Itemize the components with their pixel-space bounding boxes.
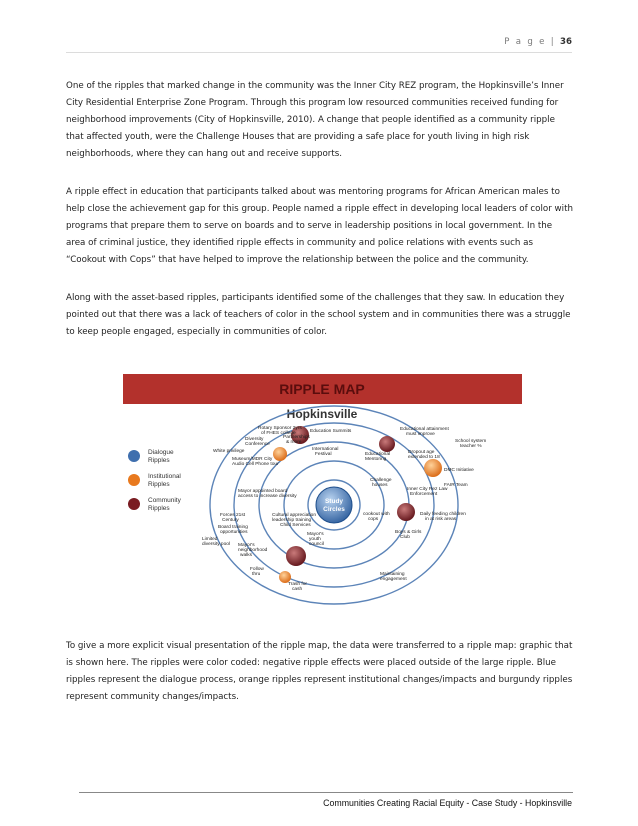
ripple-label: extended to 18 (408, 455, 440, 460)
institutional-ripple-node (273, 447, 287, 461)
legend-label: Ripples (148, 457, 170, 464)
legend-label: Ripples (148, 505, 170, 512)
ripple-label: Century (222, 518, 239, 523)
ripple-label: Dropout age (408, 450, 435, 455)
ripple-map-subtitle: Hopkinsville (286, 407, 358, 421)
ripple-label: Challenge (370, 478, 392, 483)
ripple-label: Enforcement (410, 492, 438, 497)
ripple-label: thru (252, 572, 261, 577)
ripple-label: Board training (218, 525, 248, 530)
page-number-value: 36 (560, 37, 572, 47)
ripple-label: houses (372, 483, 388, 488)
ripple-label: cookout with (363, 512, 390, 517)
ripple-label: Educational (365, 452, 391, 457)
ripple-label: youth (309, 537, 321, 542)
ripple-label: Trash for (288, 582, 308, 587)
center-label: Study (324, 498, 344, 505)
ripple-label: neighborhood (238, 548, 268, 553)
community-ripple-node (286, 546, 306, 566)
ripple-label: Cultural appreciation (272, 513, 316, 518)
ripple-label: Educational attainment (400, 427, 449, 432)
ripple-label: leadership training (272, 518, 312, 523)
ripple-label: must improve (406, 432, 435, 437)
ripple-label: of FHES college (261, 431, 296, 436)
page-number: P a g e | 36 (504, 37, 572, 47)
ripple-label: Education Summits (310, 429, 352, 434)
ripple-label: White privilege (213, 449, 245, 454)
center-label: Circles (323, 506, 345, 513)
ripple-label: Limited (202, 537, 218, 542)
ripple-label: Audio Cell Phone tour (232, 462, 279, 467)
legend-label: Institutional (148, 473, 181, 480)
ripple-label: Daily feeding children (420, 512, 466, 517)
ripple-label: Follow (250, 567, 264, 572)
ripple-label: council (309, 542, 324, 547)
ripple-label: & more (286, 440, 302, 445)
header-divider (66, 52, 572, 53)
ripple-label: Boys & Girls (395, 530, 422, 535)
paragraph-rez-program: One of the ripples that marked change in the community was the Inner City REZ program, the Hopkinsville’s Inner City Residential Enterprise Zone Program. Through this program low resourced communities received funding for neighborhood improvements (City of Hopkinsville, 2010). A change that people identified as a community ripple that affected youth, were the Challenge Houses that are providing a safe place for youth living in high risk neighborhoods, where they can hang out and receive supports. (66, 81, 564, 159)
ripple-label: diversity pool (202, 542, 230, 547)
ripple-label: Museum/MDR City (232, 457, 273, 462)
ripple-map-title: RIPPLE MAP (279, 381, 365, 397)
ripple-label: cops (368, 517, 379, 522)
ripple-label: Club (400, 535, 410, 540)
ripple-label: Festival (315, 452, 332, 457)
ripple-map-figure (120, 370, 525, 605)
community-ripple-node (379, 436, 395, 452)
ripple-label: Conference (245, 442, 270, 447)
ripple-label: Maintaining (380, 572, 405, 577)
ripple-label: Mayor's (238, 543, 255, 548)
ripple-label: engagement (380, 577, 407, 582)
legend-swatch-community (128, 498, 140, 510)
footer-divider (79, 792, 573, 793)
ripple-label: International (312, 447, 339, 452)
ripple-label: Rotary Sponsor 2yrs (258, 426, 302, 431)
ripple-label: Mayor appointed board (238, 489, 288, 494)
ripple-label: Inner City Rez Law (407, 487, 448, 492)
ripple-label: School system (455, 439, 487, 444)
ripple-map-legend (128, 449, 182, 512)
ripple-label: Mayor's (307, 532, 324, 537)
ripple-label: walks (240, 553, 252, 558)
legend-swatch-dialogue (128, 450, 140, 462)
community-ripple-node (397, 503, 415, 521)
ripple-label: Forces 21st (220, 513, 246, 518)
ripple-label: access to increase diversity (238, 494, 297, 499)
ripple-map-graphic (120, 370, 525, 605)
ripple-label: in at risk areas (425, 517, 457, 522)
legend-label: Ripples (148, 481, 170, 488)
paragraph-ripple-map-explanation: To give a more explicit visual presentation of the ripple map, the data were transferred to a ripple map: graphic that is shown here. The ripples were color coded: negative ripple effects were placed outside of the large ripple. Blue ripples represent the dialogue process, orange ripples represent institutional changes/impacts and burgundy ripples represent community changes/impacts. (66, 641, 573, 702)
study-circles-center (316, 487, 352, 523)
footer-text: Communities Creating Racial Equity - Case Study - Hopkinsville (323, 798, 572, 808)
legend-swatch-institutional (128, 474, 140, 486)
ripple-label: Child Services (280, 523, 311, 528)
ripple-label: Mentoring (365, 457, 387, 462)
ripple-label: opportunities (220, 530, 248, 535)
institutional-ripple-node (424, 459, 442, 477)
ripple-label: Partnerships (283, 435, 310, 440)
paragraph-challenges: Along with the asset-based ripples, participants identified some of the challenges that they saw. In education they pointed out that there was a lack of teachers of color in the school system and in communities there was a struggle to keep people engaged, especially in communities of color. (66, 293, 571, 337)
ripple-label: DMC Initiative (444, 468, 474, 473)
ripple-label: teacher % (460, 444, 482, 449)
legend-label: Community (148, 497, 181, 504)
ripple-label: FAIR Team (444, 483, 468, 488)
page-label: P a g e (504, 37, 547, 47)
paragraph-education-ripples: A ripple effect in education that participants talked about was mentoring programs for African American males to help close the achievement gap for this group. People named a ripple effect in developing local leaders of color with programs that prepare them to serve on boards and to serve in leadership positions in local government. In the area of criminal justice, they identified ripple effects in community and police relations with events such as “Cookout with Cops” that have helped to improve the relationship between the police and the community. (66, 187, 573, 265)
ripple-label: Diversity (245, 437, 264, 442)
ripple-label: cash (292, 587, 303, 592)
legend-label: Dialogue (148, 449, 174, 456)
